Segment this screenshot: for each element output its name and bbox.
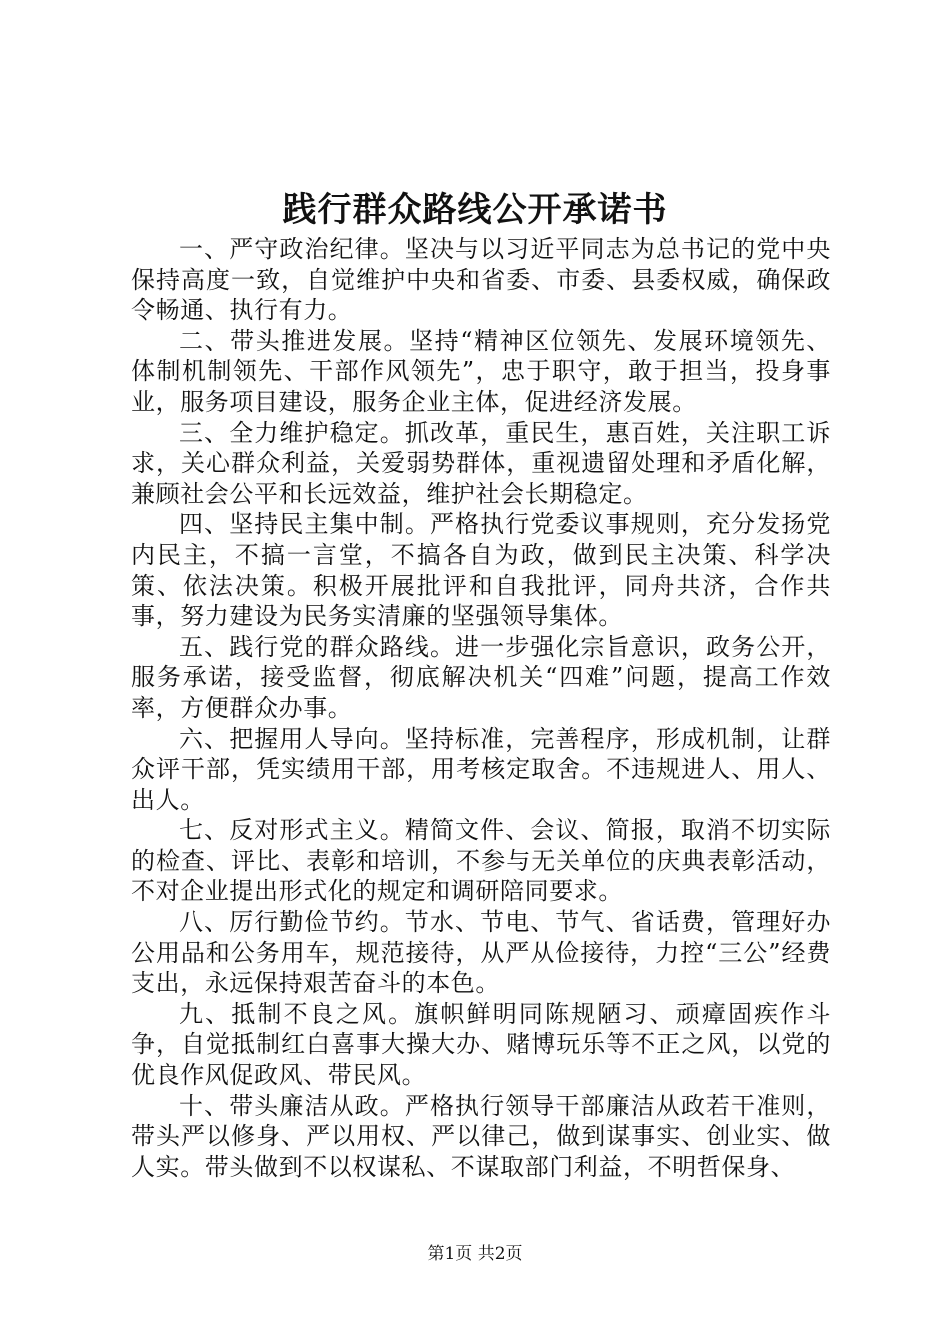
page-number-footer: 第1页 共2页 [427,1244,523,1264]
paragraph-5: 五、践行党的群众路线。进一步强化宗旨意识，政务公开，服务承诺，接受监督，彻底解决机关“四难”问题，提高工作效率，方便群众办事。 [131,632,831,722]
paragraph-10: 十、带头廉洁从政。严格执行领导干部廉洁从政若干准则，带头严以修身、严以用权、严以律己，做到谋事实、创业实、做人实。带头做到不以权谋私、不谋取部门利益，不明哲保身、 [131,1091,831,1181]
paragraph-8: 八、厉行勤俭节约。节水、节电、节气、省话费，管理好办公用品和公务用车，规范接待，从严从俭接待，力控“三公”经费支出，永远保持艰苦奋斗的本色。 [131,908,831,998]
paragraph-6: 六、把握用人导向。坚持标准，完善程序，形成机制，让群众评干部，凭实绩用干部，用考核定取舍。不违规进人、用人、出人。 [131,724,831,814]
paragraph-1: 一、严守政治纪律。坚决与以习近平同志为总书记的党中央保持高度一致，自觉维护中央和省委、市委、县委权威，确保政令畅通、执行有力。 [131,235,831,325]
document-title: 践行群众路线公开承诺书 [282,190,668,230]
paragraph-9: 九、抵制不良之风。旗帜鲜明同陈规陋习、顽瘴固疾作斗争，自觉抵制红白喜事大操大办、赌博玩乐等不正之风，以党的优良作风促政风、带民风。 [131,999,831,1090]
paragraph-4: 四、坚持民主集中制。严格执行党委议事规则，充分发扬党内民主，不搞一言堂，不搞各自为政，做到民主决策、科学决策、依法决策。积极开展批评和自我批评，同舟共济，合作共事，努力建设为民务实清廉的坚强领导集体。 [131,510,831,631]
document-body [131,234,831,1182]
paragraph-3: 三、全力维护稳定。抓改革，重民生，惠百姓，关注职工诉求，关心群众利益，关爱弱势群体，重视遗留处理和矛盾化解，兼顾社会公平和长远效益，维护社会长期稳定。 [131,418,831,508]
paragraph-2: 二、带头推进发展。坚持“精神区位领先、发展环境领先、体制机制领先、干部作风领先”，忠于职守，敢于担当，投身事业，服务项目建设，服务企业主体，促进经济发展。 [131,326,831,416]
paragraph-7: 七、反对形式主义。精简文件、会议、简报，取消不切实际的检查、评比、表彰和培训，不参与无关单位的庆典表彰活动，不对企业提出形式化的规定和调研陪同要求。 [131,816,831,906]
